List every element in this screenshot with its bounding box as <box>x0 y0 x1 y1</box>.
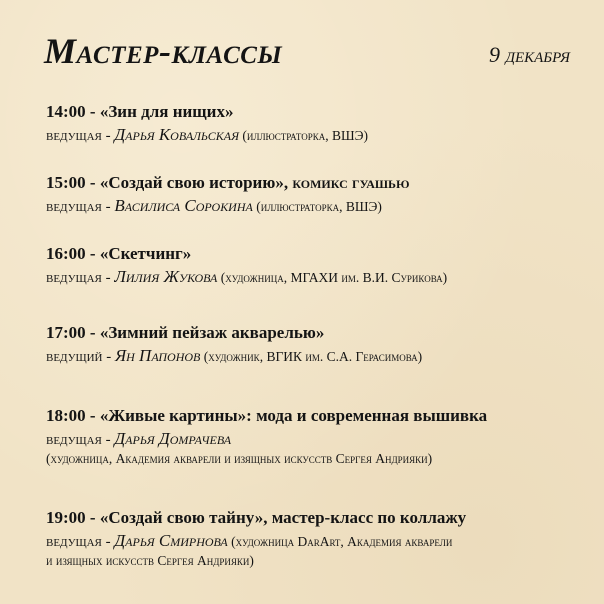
host-name: Ян Папонов <box>114 346 201 365</box>
schedule-item-host-line <box>46 429 586 450</box>
schedule-item-title <box>46 507 586 528</box>
schedule-item-host-line <box>46 267 586 288</box>
schedule-item-host-line <box>46 196 586 217</box>
host-name: Дарья Ковальская <box>114 125 239 144</box>
host-note: (художница DarArt, Академия акварели <box>227 534 453 549</box>
host-name: Лилия Жукова <box>114 267 218 286</box>
schedule-item <box>46 322 586 367</box>
schedule-item <box>46 172 586 217</box>
host-role: ведущая - <box>46 128 115 144</box>
host-name: Дарья Домрачева <box>114 429 232 448</box>
schedule-item <box>46 243 586 288</box>
schedule-item-host-line <box>46 346 586 367</box>
schedule-item-title <box>46 322 586 343</box>
schedule-item-time-title: 16:00 - «Скетчинг» <box>46 244 192 263</box>
schedule-item-title <box>46 405 586 426</box>
host-role: ведущая - <box>46 270 115 286</box>
schedule-item-title <box>46 101 586 122</box>
host-role: ведущая - <box>46 432 115 448</box>
host-note-line: и изящных искусств Сергея Андрияки) <box>46 553 254 568</box>
schedule-item-time-title: 19:00 - «Создай свою тайну», мастер-класс по коллажу <box>46 508 467 527</box>
schedule-item-title <box>46 172 586 193</box>
host-note: (художница, МГАХИ им. В.И. Сурикова) <box>217 270 448 285</box>
host-role: ведущий - <box>46 349 115 365</box>
event-date: 9 декабря <box>488 42 570 67</box>
host-note: (иллюстраторка, ВШЭ) <box>252 199 382 214</box>
schedule-item-time-title: 15:00 - «Создай свою историю», <box>46 173 289 192</box>
schedule-item <box>46 405 586 468</box>
schedule-item <box>46 101 586 146</box>
host-note: (иллюстраторка, ВШЭ) <box>238 128 369 143</box>
host-name: Василиса Сорокина <box>114 196 253 215</box>
host-role: ведущая - <box>46 534 115 550</box>
schedule-item-title-extra: комикс гуашью <box>288 173 410 192</box>
host-note-line: (художница, Академия акварели и изящных искусств Сергея Андрияки) <box>46 451 433 466</box>
schedule-item-host-line <box>46 125 586 146</box>
schedule-item-time-title: 14:00 - «Зин для нищих» <box>46 102 234 121</box>
host-note: (художник, ВГИК им. С.А. Герасимова) <box>200 349 423 364</box>
page-title: Мастер-классы <box>44 31 283 71</box>
host-name: Дарья Смирнова <box>114 531 228 550</box>
schedule-item <box>46 507 586 570</box>
host-role: ведущая - <box>46 199 115 215</box>
schedule-item-time-title: 17:00 - «Зимний пейзаж акварелью» <box>46 323 325 342</box>
schedule-item-title <box>46 243 586 264</box>
schedule-item-host-line <box>46 531 586 552</box>
schedule-item-time-title: 18:00 - «Живые картины»: мода и современная вышивка <box>46 406 488 425</box>
